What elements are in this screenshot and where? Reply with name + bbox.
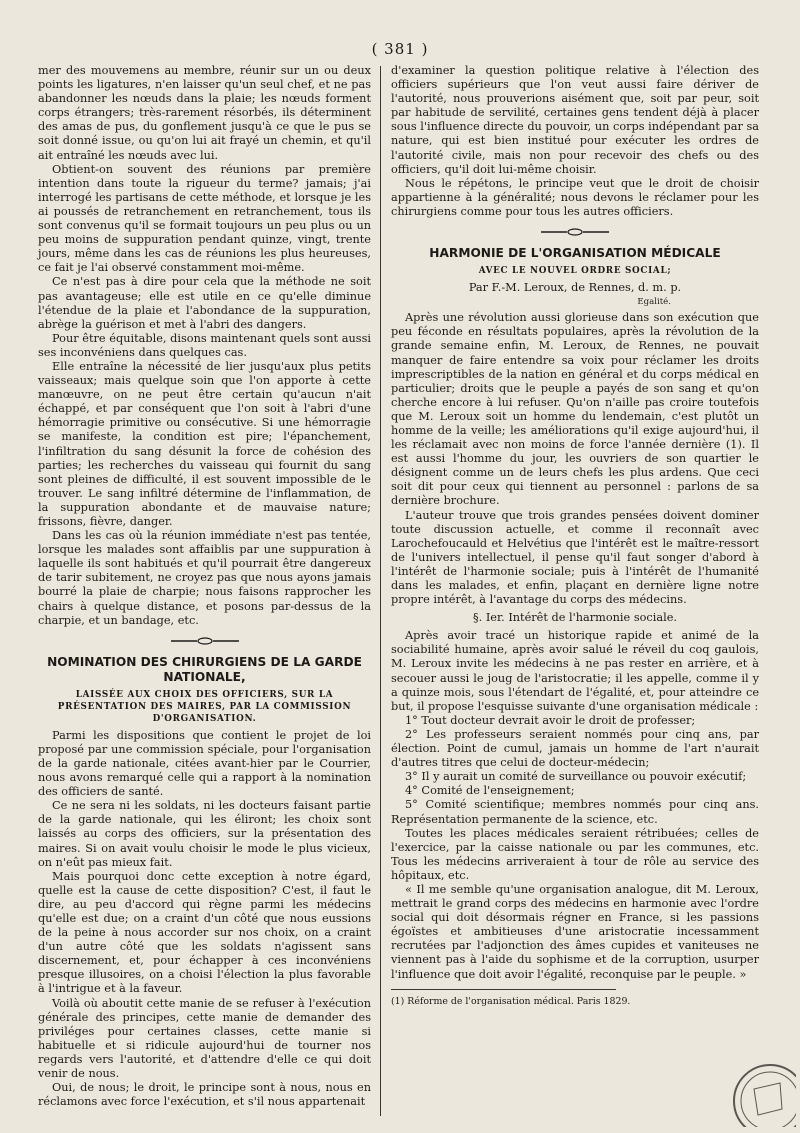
paragraph: Toutes les places médicales seraient rétribuées; celles de l'exercice, par la caisse nationale ou par les communes, etc. Tous les médecins arriveraient à tour de rôle au service des hôpitaux, etc. [391, 826, 759, 882]
paragraph: Ce n'est pas à dire pour cela que la méthode ne soit pas avantageuse; elle est utile en ce qu'elle diminue l'étendue de la plaie et l'abondance de la suppuration, abrège la guérison et met à l'abri des dangers. [38, 275, 371, 331]
paragraph: L'auteur trouve que trois grandes pensées doivent dominer toute discussion actuelle, et comme il reconnaît avec Larochefoucauld et Helvétius que l'intérêt est le maître-ressort de l'univers intellectuel, il pense qu'il faut songer d'abord à l'intérêt de l'harmonie sociale; puis à l'intérêt de l'humanité dans les malades, et enfin, plaçant en dernière ligne notre propre intérêt, à l'avantage du corps des médecins. [391, 508, 759, 607]
paragraph: Obtient-on souvent des réunions par première intention dans toute la rigueur du terme? jamais; j'ai interrogé les partisans de cette méthode, et lorsque je les ai poussés de retranchement en retranchement, tous ils sont convenus qu'il se formait toujours un peu plus ou un peu moins de suppuration pendant quinze, vingt, trente jours, même dans les cas de réunions les plus heureuses, ce fait je l'ai observé constamment moi-même. [38, 162, 371, 275]
paragraph: Ce ne sera ni les soldats, ni les docteurs faisant partie de la garde nationale, qui les éliront; les choix sont laissés au corps des officiers, sur la présentation des maires. Si on avait voulu choisir le mode le plus vicieux, on n'eût pas mieux fait. [38, 799, 371, 869]
paragraph: Nous le répétons, le principe veut que le droit de choisir appartienne à la généralité; nous devons le réclamer pour les chirurgiens comme pour tous les autres officiers. [391, 176, 759, 218]
paragraph: Après avoir tracé un historique rapide et animé de la sociabilité humaine, après avoir salué le réveil du coq gaulois, M. Leroux invite les médecins à ne pas rester en arrière, et à secouer aussi le joug de l'aristocratie; il les appelle, comme il y a quinze mois, sous l'étendart de l'égalité, et, pour atteindre ce but, il propose l'esquisse suivante d'une organisation médicale : [391, 629, 759, 713]
list-item: 4° Comité de l'enseignement; [405, 784, 575, 798]
paragraph: d'examiner la question politique relative à l'élection des officiers supérieurs que l'on veut aussi faire dériver de l'autorité, nous prouverions aisément que, soit par peur, soit par habitude de servilité, certaines gens tendent déjà à placer sous l'influence directe du pouvoir, un corps indépendant par sa nature, qui est bien institué pour exécuter les ordres de l'autorité civile, mais non pour recevoir des chefs ou des officiers, qu'il doit lui-même choisir. [391, 64, 760, 176]
footnote-rule [391, 989, 616, 990]
ornament-divider-icon [169, 637, 241, 645]
paragraph: Parmi les dispositions que contient le projet de loi proposé par une commission spéciale, pour l'organisation de la garde nationale, citées avant-hier par le Courrier, nous avons remarqué celle qui a rapport à la nomination des officiers de santé. [38, 728, 371, 799]
paragraph: Dans les cas où la réunion immédiate n'est pas tentée, lorsque les malades sont affaiblis par une suppuration à laquelle ils sont habitués et qu'il pourrait être dangereux de tarir subitement, ne croyez pas que nous ayons jamais bourré la plaie de charpie; nous faisons rapprocher les chairs à quelque distance, et posons par-dessus de la charpie, et un bandage, etc. [38, 529, 371, 627]
article-motto: Egalité. [637, 297, 671, 308]
paragraph: Mais pourquoi donc cette exception à notre égard, quelle est la cause de cette disposition? C'est, il faut le dire, au peu d'accord qui règne parmi les médecins qu'elle est due; on a craint d'un côté que nous eussions de la peine à nous accorder sur nos choix, on a craint d'un autre côté que les soldats n'agissent sans discernement, et, pour échapper à ces inconvéniens presque illusoires, on a choisi l'élection la plus favorable à l'intrigue et à la faveur. [38, 869, 371, 996]
left-column [38, 64, 371, 1109]
paragraph: Elle entraîne la nécessité de lier jusqu'aux plus petits vaisseaux; mais quelque soin que l'on apporte à cette manœuvre, on ne peut être certain qu'aucun n'ait échappé, et par conséquent que l'on soit à l'abri d'une hémorragie primitive ou consécutive. Si une hémorragie se manifeste, la condition est pire; l'épanchement, l'infiltration du sang désunit la force de cohésion des parties; les recherches du vaisseau qui fournit du sang sont pleines de difficulté, il est souvent impossible de le trouver. Le sang infiltré détermine de l'inflammation, de la suppuration abondante et de mauvaise nature; frissons, fièvre, danger. [38, 359, 371, 528]
paragraph: Voilà où aboutit cette manie de se refuser à l'exécution générale des principes, cette manie de demander des priviléges pour certaines classes, cette manie si habituelle et si ridicule aujourd'hui de tourner nos regards vers l'autorité, et d'attendre d'elle ce qui doit venir de nous. [38, 996, 371, 1080]
paragraph: Pour être équitable, disons maintenant quels sont aussi ses inconvéniens dans quelques cas. [38, 331, 371, 359]
right-column [391, 64, 759, 1009]
article-subtitle: LAISSÉE AUX CHOIX DES OFFICIERS, SUR LA PRÉSENTATION DES MAIRES, PAR LA COMMISSION D'ORGANISATION. [57, 689, 352, 724]
page-number: ( 381 ) [371, 40, 429, 58]
list-item: 1° Tout docteur devrait avoir le droit de professer; [405, 713, 696, 727]
article-title: NOMINATION DES CHIRURGIENS DE LA GARDE NATIONALE, [47, 654, 362, 684]
list-item: 2° Les professeurs seraient nommés pour cinq ans, par élection. Point de cumul, jamais un homme de l'art n'aurait d'autres titres que celui de docteur-médecin; [391, 727, 759, 770]
paragraph: Oui, de nous; le droit, le principe sont à nous, nous en réclamons avec force l'exécution, et s'il nous appartenait [38, 1081, 371, 1109]
list-item: 3° Il y aurait un comité de surveillance ou pouvoir exécutif; [405, 770, 747, 784]
library-stamp-icon [718, 1049, 796, 1127]
article-byline: Par F.-M. Leroux, de Rennes, d. m. p. [468, 281, 682, 295]
section-heading: §. Ier. Intérêt de l'harmonie sociale. [473, 611, 677, 625]
paragraph: mer des mouvemens au membre, réunir sur un ou deux points les ligatures, n'en laisser qu'un seul chef, et ne pas abandonner les nœuds dans la plaie; les nœuds forment corps étrangers; très-rarement résorbés, ils déterminent des amas de pus, du gonflement jusqu'à ce que le pus se soit donné issue, ou qu'on lui ait frayé un chemin, et qu'il ait entraîné les nœuds avec lui. [38, 64, 371, 162]
footnote: (1) Réforme de l'organisation médical. Paris 1829. [391, 995, 631, 1007]
paragraph: Après une révolution aussi glorieuse dans son exécution que peu féconde en résultats populaires, après la révolution de la grande semaine enfin, M. Leroux, de Rennes, ne pouvait manquer de faire entendre sa voix pour réclamer les droits imprescriptibles de la nation en général et du corps médical en particulier; droits que le peuple a payés de son sang et qu'on cherche encore à lui refuser. Qu'on n'aille pas croire toutefois que M. Leroux soit un homme du lendemain, c'est plutôt un homme de la veille; les améliorations qu'il exige aujourd'hui, il les réclamait avec non moins de force l'année dernière (1). Il est aussi l'homme du jour, les ouvriers de son quartier le désignent comme un de leurs chefs les plus ardens. Que ceci soit dit pour ceux qui tiennent au personnel : parlons de sa dernière brochure. [391, 311, 759, 508]
ornament-divider-icon [539, 228, 611, 236]
article-subtitle: AVEC LE NOUVEL ORDRE SOCIAL; [478, 266, 672, 277]
list-item: 5° Comité scientifique; membres nommés pour cinq ans. Représentation permanente de la science, etc. [391, 798, 759, 826]
quote: « Il me semble qu'une organisation analogue, dit M. Leroux, mettrait le grand corps des médecins en harmonie avec l'ordre social qui doit désormais régner en France, si les passions égoïstes et ambitieuses d'une aristocratie incessamment recrutées par l'adjonction des âmes cupides et vaniteuses ne viennent pas à l'aide du sophisme et de la corruption, usurper l'influence que doit avoir l'égalité, reconquise par le peuple. » [391, 882, 759, 981]
column-rule [380, 66, 381, 1116]
article-title: HARMONIE DE L'ORGANISATION MÉDICALE [429, 246, 721, 261]
